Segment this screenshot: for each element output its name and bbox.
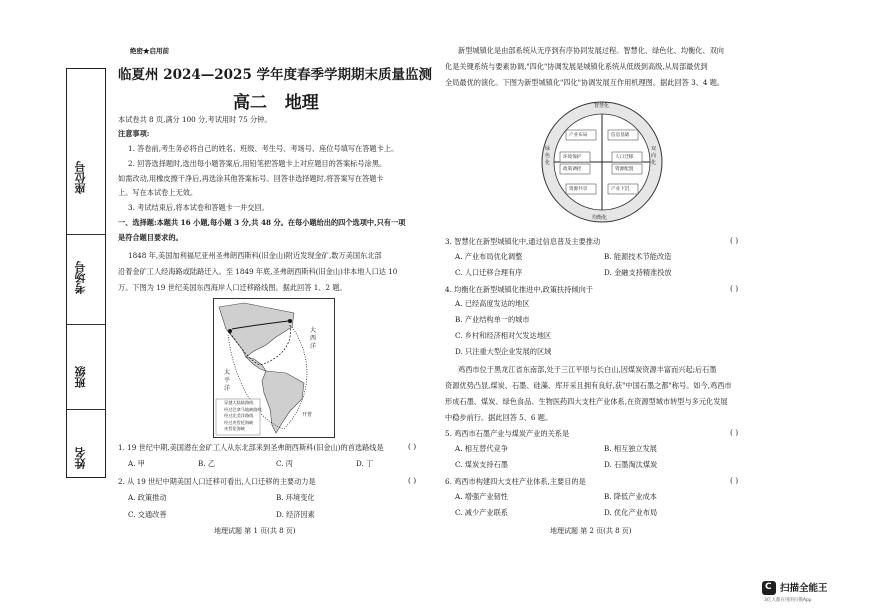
question-3: 3. 智慧化在新型城镇化中,通过信息普及主要推动 [445,237,601,246]
q4-answer-blank[interactable]: ( ) [730,284,739,293]
map-label-cape: 开普 [302,412,313,418]
q4-option-d[interactable]: D. 只注重大型企业发展的区域 [455,347,552,356]
secret-mark: 绝密★启用前 [130,47,169,55]
new-york-dot [288,319,292,323]
q2-answer-blank[interactable]: ( ) [408,476,417,485]
c-info-base: 信息基础 [611,133,630,138]
q3-option-a[interactable]: A. 产业布局优化调整 [455,252,523,261]
c-industry-layout: 产业布局 [569,133,588,138]
migration-map [213,298,335,438]
legend-item: 麦哲伦海峡 [224,426,245,432]
notice-2b: 如需改动,用橡皮擦干净后,再选涂其他答案标号。回答非选择题时,将答案写在答题卡 [118,174,384,183]
central-america-shape [246,357,266,371]
q5-option-a[interactable]: A. 相互替代竞争 [455,444,508,453]
q3-answer-blank[interactable]: ( ) [730,236,739,245]
material-1-line3: 万。下图为 19 世纪美国东西海岸人口迁移路线图。据此回答 1、2 题。 [118,283,347,292]
label-smart: 智慧化 [594,103,610,109]
strip-label-seat: 座位号 [74,161,87,194]
material-3-line3: 形成石墨、煤炭、绿色食品、生物医药四大支柱产业体系,在资源型城市转型与多元化发展 [445,397,728,406]
q3-option-b[interactable]: B. 能源技术节能改造 [604,252,672,261]
brand-tagline: 3亿人都在用的扫描App [764,598,812,603]
intro: 本试卷共 8 页,满分 100 分,考试用时 75 分钟。 [118,115,272,124]
notice-3: 3. 考试结束后,将本试卷和答题卡一并交回。 [128,203,269,212]
label-green: 绿色化 [545,146,551,166]
notice-2a: 2. 回答选择题时,选出每小题答案后,用铅笔把答题卡上对应题目的答案标号涂黑。 [128,159,387,168]
c-industry-sink: 产业下沉 [611,187,630,192]
legend-item: 穿越大陆陆路线 [224,400,254,405]
c-resource-share: 资源共享 [569,187,588,192]
label-balanced: 均衡化 [592,215,608,221]
question-2: 2. 从 19 世纪中期美国人口迁移可看出,人口迁移的主要动力是 [118,477,316,486]
question-6: 6. 鸡西市构建四大支柱产业体系,主要目的是 [445,477,586,486]
material-2-line1: 新型城镇化是由部系统从无序到有序协同发展过程。智慧化、绿色化、均衡化、双向 [458,46,724,55]
page-2-footer: 地理试题 第 2 页(共 8 页) [550,527,632,535]
page-1-footer: 地理试题 第 1 页(共 8 页) [214,527,296,535]
strip-label-name: 姓名 [74,447,87,469]
q6-option-b[interactable]: B. 降低产业成本 [604,492,657,501]
notice-2c: 上。写在本试卷上无效。 [118,188,198,197]
binding-strip [66,68,106,478]
notice-title: 注意事项: [118,129,150,138]
material-3-line1: 鸡西市位于黑龙江省东南部,处于三江平原与长白山,因煤炭资源丰富而兴起;后石墨 [458,365,717,374]
label-bidirectional: 双向化 [651,146,657,166]
c-policy: 政策调控 [563,167,582,172]
section-1-heading: 一、选择题:本题共 16 小题,每小题 3 分,共 48 分。在每小题给出的四个选项中,只有一项 [118,218,406,227]
q6-option-c[interactable]: C. 减少产业联系 [455,508,508,517]
legend-item: 经过麦哲伦海峡 [224,419,254,425]
legend-item: 经过巴拿马地峡路线 [224,406,262,412]
strip-label-room: 考场号 [74,261,87,294]
map-label-pacific: 太平洋 [224,369,231,392]
q3-option-d[interactable]: D. 金融支持精准投放 [604,268,672,277]
q4-option-b[interactable]: B. 产业结构单一的城市 [455,315,530,324]
q2-option-c[interactable]: C. 交通改善 [128,510,167,519]
material-2-line2: 化是关键系统与要素协调,"四化"协调发展是城镇化系统从低级到高级,从局部最优到 [445,62,708,71]
q5-answer-blank[interactable]: ( ) [730,428,739,437]
q6-answer-blank[interactable]: ( ) [730,476,739,485]
question-4: 4. 均衡化在新型城镇化推进中,政策扶持倾向于 [445,285,593,294]
material-1-line1: 1848 年,美国加利福尼亚州圣弗朗西斯科(旧金山)附近发现金矿,数万美国东北部 [128,251,382,260]
strip-label-class: 班级 [74,366,87,388]
map-label-atlantic: 大西洋 [310,327,317,350]
material-2-line3: 全局最优的演化。下图为新型城镇化"四化"协调发展互作用机理图。据此回答 3、4 题。 [445,78,725,87]
q4-option-c[interactable]: C. 乡村和经济相对欠发达地区 [455,331,552,340]
diagram-graphic [540,100,664,224]
q5-option-d[interactable]: D. 石墨淘汰煤炭 [604,460,658,469]
san-francisco-dot [228,329,232,333]
question-1: 1. 19 世纪中期,美国潜在金矿工人从东北部来到圣弗朗西斯科(旧金山)的首选路线是 [118,443,384,452]
q1-option-c[interactable]: C. 丙 [276,459,293,468]
c-migration: 人口迁移 [615,155,634,160]
q1-answer-blank[interactable]: ( ) [408,442,417,451]
c-resource-alloc: 资源配置 [615,167,634,172]
q1-option-d[interactable]: D. 丁 [356,459,374,468]
brand-name: 扫描全能王 [780,583,828,594]
notice-1: 1. 答卷前,考生务必将自己的姓名、班级、考生号、考场号、座位号填写在答题卡上。 [128,144,399,153]
q1-option-a[interactable]: A. 甲 [128,459,145,468]
material-1-line2: 沿着金矿工人经海路或陆路迁入。至 1849 年底,圣弗朗西斯科(旧金山)非本地人口达 10 [118,267,398,276]
section-1-heading-cont: 是符合题目要求的。 [118,233,183,242]
q5-option-b[interactable]: B. 相互独立发展 [604,444,657,453]
exam-title: 临夏州 2024—2025 学年度春季学期期末质量监测 [118,67,433,83]
q1-option-b[interactable]: B. 乙 [198,459,216,468]
camscanner-logo-icon: C [762,581,776,595]
q6-option-d[interactable]: D. 优化产业布局 [604,508,658,517]
exam-subject: 高二 地理 [233,93,319,113]
south-america-shape [262,371,304,433]
q2-option-d[interactable]: D. 经济因素 [276,510,315,519]
q2-option-a[interactable]: A. 政策推动 [128,493,167,502]
q4-option-a[interactable]: A. 已经高度发达的地区 [455,299,530,308]
q6-option-a[interactable]: A. 增强产业韧性 [455,492,508,501]
c-env: 环境保护 [563,155,582,160]
q2-option-b[interactable]: B. 环境变化 [276,493,315,502]
map-legend [224,400,262,433]
q5-option-c[interactable]: C. 煤炭支持石墨 [455,460,508,469]
material-3-line4: 中稳步前行。据此回答 5、6 题。 [445,413,553,422]
question-5: 5. 鸡西市石墨产业与煤炭产业的关系是 [445,429,570,438]
four-modernization-diagram [540,100,664,224]
legend-item: 经过北美洋路线 [224,413,254,419]
material-3-line2: 资源优势凸显,煤炭、石墨、硅藻、库开采且拥有良好,获"中国石墨之都"称号。如今,鸡西市 [445,381,732,390]
q3-option-c[interactable]: C. 人口迁移合理有序 [455,268,523,277]
